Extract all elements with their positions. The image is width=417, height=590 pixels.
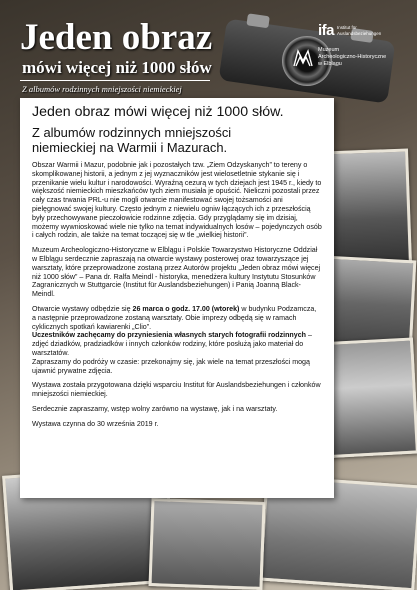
- museum-line3: w Elblągu: [318, 61, 342, 67]
- content-card: [20, 98, 334, 498]
- title-divider: [20, 80, 210, 81]
- paragraph-invitation: Muzeum Archeologiczno-Historyczne w Elblągu i Polskie Towarzystwo Historyczne Oddział w Elblągu serdecznie zapraszają na otwarcie wystawy posterowej oraz towarzyszące jej warsztaty, które przeprowadzone zostaną przez Autorów projektu „Jeden obraz mówi więcej niż 1000 słów” – Pana dr. Ralfa Meindl - historyka, menedżera kultury Instytutu Stosunków Zagranicznych w Stuttgarcie (Institut für Auslandsbeziehungen) i Panią Joanną Black-Meindl.: [32, 246, 321, 299]
- museum-logo: [292, 47, 414, 69]
- ifa-text-line2: Auslandsbeziehungen: [337, 30, 382, 36]
- paragraph-dates: Wystawa czynna do 30 września 2019 r.: [32, 419, 159, 428]
- event-text-b: w budynku Podzamcza, a następnie przeprowadzone zostaną warsztaty. Obie imprezy odbędą się w ramach cyklicznych spotkań kawiarenki „Clio”.: [32, 304, 317, 331]
- photo-couple: [148, 498, 265, 590]
- poster-title: Jeden obraz: [20, 17, 213, 58]
- museum-icon: [292, 47, 314, 69]
- event-text-a: Otwarcie wystawy odbędzie się: [32, 304, 133, 313]
- paragraph-support: Wystawa została przygotowana dzięki wsparciu Institut für Auslandsbeziehungen i członków mniejszości niemieckiej.: [32, 381, 321, 399]
- ifa-mark: [318, 22, 334, 39]
- logos: [318, 22, 414, 69]
- paragraph-intro: Obszar Warmii i Mazur, podobnie jak i pozostałych tzw. „Ziem Odzyskanych” to tereny o skomplikowanej historii, a jednym z jej wyznaczników jest wielosetletnie stykanie się i przenikanie wielu kultur i narodowości. Wyraźną cezurą w tych dziejach jest 1945 r., kiedy to większość niemieckich mieszkańców tych ziem musiała je opuścić. Nieliczni pozostali przez cały czas trwania PRL-u nie mogli otwarcie manifestować swojej tożsamości ani pielęgnować swojej kultury. Często jednym z niewielu ogniw łączących ich z przeszłością były przechowywane pieczołowicie rodzinne zdjęcia. Gdy przyglądamy się im dzisiaj, możemy wywnioskować wiele nie tylko na temat indywidualnych losów – pojedynczych osób i całych rodzin, ale także na temat toczącej się w tle „wielkiej historii”.: [32, 161, 322, 240]
- paragraph-welcome: Serdecznie zapraszamy, wstęp wolny zarówno na wystawę, jak i na warsztaty.: [32, 404, 278, 413]
- ifa-logo: [318, 22, 414, 39]
- card-subtitle-line1: Z albumów rodzinnych mniejszości: [32, 125, 232, 140]
- card-body: [32, 161, 322, 435]
- museum-line2: Archeologiczno-Historyczne: [318, 54, 387, 60]
- paragraph-event: [32, 305, 322, 375]
- event-date: 26 marca o godz. 17.00 (wtorek): [132, 304, 240, 313]
- ifa-text-line1: Institut für: [337, 25, 357, 30]
- museum-line1: Muzeum: [318, 47, 340, 53]
- poster-subtitle: mówi więcej niż 1000 słów: [22, 58, 212, 77]
- event-text-c: – zdjęć dziadków, pradziadków i innych członków rodziny, które posłużą jako materiał do warsztatów.: [32, 331, 312, 357]
- poster-subtitle-secondary: Z albumów rodzinnych mniejszości niemieckiej: [22, 84, 182, 94]
- ifa-text: [337, 25, 381, 36]
- card-title: Jeden obraz mówi więcej niż 1000 słów.: [32, 104, 284, 120]
- museum-text: [318, 47, 386, 69]
- event-call-to-action: Uczestników zachęcamy do przyniesienia własnych starych fotografii rodzinnych: [32, 331, 306, 340]
- event-text-d: Zapraszamy do podróży w czasie: przekonajmy się, jak wiele na temat przeszłości mogą ujawnić prywatne zdjęcia.: [32, 357, 310, 375]
- card-subtitle: [32, 125, 231, 155]
- ifa-mark-text: ifa: [318, 22, 335, 39]
- card-subtitle-line2: niemieckiej na Warmii i Mazurach.: [32, 140, 228, 155]
- camera-knob: [246, 13, 269, 28]
